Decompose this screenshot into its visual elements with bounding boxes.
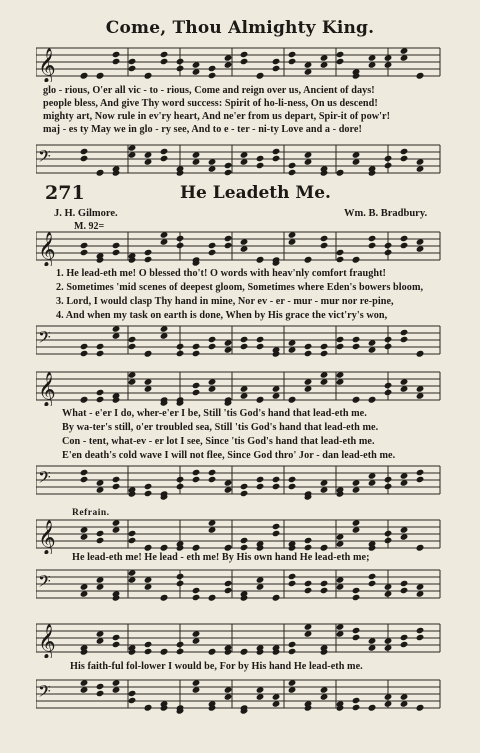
lyricist-credit: J. H. Gilmore. [54, 208, 118, 219]
hymn2-title: He Leadeth Me. [180, 183, 331, 203]
notehead [400, 634, 409, 641]
notehead [288, 641, 297, 648]
notehead [144, 704, 153, 711]
notehead [224, 580, 233, 587]
notehead [224, 169, 233, 176]
treble-clef-icon: 𝄞 [38, 624, 56, 658]
notehead [384, 483, 393, 490]
notehead [112, 249, 121, 256]
notehead [336, 58, 345, 65]
notehead [80, 148, 89, 155]
notehead [192, 544, 201, 551]
notehead [384, 242, 393, 249]
notehead [224, 162, 233, 169]
notehead [96, 537, 105, 544]
notehead [384, 382, 393, 389]
notehead [288, 573, 297, 580]
notehead [368, 580, 377, 587]
notehead [400, 235, 409, 242]
refrain-bass-staff-1 [36, 566, 442, 604]
notehead [416, 72, 425, 79]
notehead [400, 580, 409, 587]
verse-a-line-1: 1. He lead-eth me! O blessed tho't! O words with heav'nly comfort fraught! [56, 268, 386, 279]
notehead [352, 587, 361, 594]
notehead [128, 58, 137, 65]
hymn1-bass-staff [36, 141, 442, 179]
verse-b-line-4: E'en death's cold wave I will not flee, Since God thro' Jor - dan lead-eth me. [62, 450, 396, 461]
notehead [336, 256, 345, 263]
notehead [96, 72, 105, 79]
notehead [400, 329, 409, 336]
notehead [240, 483, 249, 490]
notehead [272, 523, 281, 530]
notehead [272, 155, 281, 162]
notehead [96, 683, 105, 690]
hymn2-bass-staff-1 [36, 322, 442, 360]
notehead [288, 396, 297, 403]
notehead [352, 704, 361, 711]
notehead [80, 350, 89, 357]
notehead [144, 544, 153, 551]
verse-b-line-1: What - e'er I do, wher-e'er I be, Still 'tis God's hand that lead-eth me. [62, 408, 367, 419]
verse-a-line-2: 2. Sometimes 'mid scenes of deepest gloom, Sometimes where Eden's bowers bloom, [56, 282, 424, 293]
notehead [96, 389, 105, 396]
notehead [416, 627, 425, 634]
notehead [128, 530, 137, 537]
notehead [160, 155, 169, 162]
notehead [320, 580, 329, 587]
notehead [128, 537, 137, 544]
notehead [192, 594, 201, 601]
notehead [96, 350, 105, 357]
notehead [144, 648, 153, 655]
hymn1-treble-staff [36, 44, 442, 82]
notehead [80, 343, 89, 350]
notehead [352, 627, 361, 634]
notehead [288, 169, 297, 176]
notehead [320, 242, 329, 249]
tempo-marking: M. 92= [74, 221, 105, 232]
notehead [192, 587, 201, 594]
notehead [288, 648, 297, 655]
notehead [256, 396, 265, 403]
notehead [256, 343, 265, 350]
notehead [240, 490, 249, 497]
notehead [320, 343, 329, 350]
notehead [208, 242, 217, 249]
notehead [352, 336, 361, 343]
notehead [80, 72, 89, 79]
notehead [208, 343, 217, 350]
treble-clef-icon: 𝄞 [38, 520, 56, 554]
verse-a-line-4: 4. And when my task on earth is done, When by His grace the vict'ry's won, [56, 310, 388, 321]
notehead [176, 580, 185, 587]
notehead [384, 343, 393, 350]
notehead [256, 72, 265, 79]
notehead [352, 343, 361, 350]
notehead [256, 483, 265, 490]
notehead [144, 249, 153, 256]
notehead [80, 155, 89, 162]
notehead [112, 51, 121, 58]
notehead [112, 476, 121, 483]
hymn1-lyric-line-1: glo - rious, O'er all vic - to - rious, Come and reign over us, Ancient of days! [43, 85, 375, 96]
hymn-number: 271 [45, 182, 85, 204]
notehead [384, 476, 393, 483]
hymn1-lyric-line-4: maj - es ty May we in glo - ry see, And to e - ter - ni-ty Love and a - dore! [43, 124, 362, 135]
refrain-treble-staff-2 [36, 620, 442, 658]
notehead [208, 594, 217, 601]
notehead [144, 483, 153, 490]
notehead [128, 65, 137, 72]
notehead [240, 58, 249, 65]
notehead [320, 350, 329, 357]
notehead [144, 350, 153, 357]
notehead [240, 336, 249, 343]
notehead [304, 580, 313, 587]
notehead [128, 690, 137, 697]
notehead [384, 530, 393, 537]
notehead [272, 530, 281, 537]
notehead [160, 148, 169, 155]
notehead [336, 169, 345, 176]
notehead [192, 343, 201, 350]
notehead [112, 483, 121, 490]
notehead [96, 396, 105, 403]
notehead [176, 483, 185, 490]
notehead [256, 256, 265, 263]
notehead [368, 704, 377, 711]
notehead [112, 641, 121, 648]
notehead [80, 396, 89, 403]
notehead [368, 242, 377, 249]
notehead [400, 148, 409, 155]
notehead [80, 476, 89, 483]
notehead [384, 162, 393, 169]
notehead [176, 641, 185, 648]
notehead [80, 469, 89, 476]
notehead [224, 544, 233, 551]
notehead [224, 242, 233, 249]
notehead [288, 483, 297, 490]
notehead [336, 336, 345, 343]
notehead [160, 648, 169, 655]
notehead [176, 648, 185, 655]
bass-clef-icon: 𝄢 [38, 681, 51, 705]
hymn2-treble-staff-1 [36, 228, 442, 266]
notehead [80, 249, 89, 256]
notehead [176, 350, 185, 357]
notehead [208, 249, 217, 256]
notehead [352, 634, 361, 641]
notehead [304, 343, 313, 350]
notehead [208, 65, 217, 72]
bass-clef-icon: 𝄢 [38, 146, 51, 170]
notehead [256, 155, 265, 162]
notehead [208, 336, 217, 343]
notehead [256, 476, 265, 483]
notehead [272, 476, 281, 483]
notehead [176, 343, 185, 350]
notehead [288, 476, 297, 483]
notehead [240, 544, 249, 551]
notehead [224, 587, 233, 594]
notehead [416, 469, 425, 476]
notehead [384, 537, 393, 544]
notehead [368, 573, 377, 580]
notehead [208, 648, 217, 655]
refrain-label: Refrain. [72, 508, 110, 518]
notehead [320, 235, 329, 242]
notehead [160, 544, 169, 551]
notehead [304, 544, 313, 551]
notehead [400, 641, 409, 648]
notehead [256, 336, 265, 343]
notehead [176, 58, 185, 65]
hymn2-treble-staff-2 [36, 368, 442, 406]
notehead [272, 58, 281, 65]
notehead [128, 343, 137, 350]
notehead [384, 389, 393, 396]
notehead [112, 58, 121, 65]
notehead [112, 634, 121, 641]
treble-clef-icon: 𝄞 [38, 232, 56, 266]
notehead [112, 242, 121, 249]
notehead [160, 51, 169, 58]
notehead [400, 587, 409, 594]
notehead [160, 594, 169, 601]
notehead [400, 155, 409, 162]
notehead [416, 476, 425, 483]
composer-credit: Wm. B. Bradbury. [344, 208, 428, 219]
notehead [144, 72, 153, 79]
notehead [416, 544, 425, 551]
notehead [144, 490, 153, 497]
hymn1-lyric-line-2: people bless, And give Thy word success: Spirit of ho-li-ness, On us descend! [43, 98, 378, 109]
notehead [416, 634, 425, 641]
refrain-line-1: He lead-eth me! He lead - eth me! By His own hand He lead-eth me; [72, 552, 370, 563]
notehead [192, 389, 201, 396]
notehead [336, 249, 345, 256]
refrain-bass-staff-2 [36, 676, 442, 714]
notehead [368, 235, 377, 242]
notehead [416, 704, 425, 711]
notehead [240, 51, 249, 58]
notehead [176, 573, 185, 580]
notehead [176, 65, 185, 72]
bass-clef-icon: 𝄢 [38, 467, 51, 491]
notehead [384, 336, 393, 343]
notehead [192, 350, 201, 357]
notehead [176, 476, 185, 483]
notehead [304, 587, 313, 594]
notehead [352, 594, 361, 601]
refrain-treble-staff-1 [36, 516, 442, 554]
notehead [288, 51, 297, 58]
verse-b-line-3: Con - tent, what-ev - er lot I see, Since 'tis God's hand that lead-eth me. [62, 436, 375, 447]
bass-clef-icon: 𝄢 [38, 327, 51, 351]
notehead [96, 690, 105, 697]
hymn2-bass-staff-2 [36, 462, 442, 500]
notehead [352, 697, 361, 704]
notehead [304, 537, 313, 544]
notehead [368, 396, 377, 403]
notehead [256, 162, 265, 169]
notehead [288, 580, 297, 587]
notehead [288, 162, 297, 169]
notehead [272, 65, 281, 72]
notehead [176, 242, 185, 249]
notehead [160, 58, 169, 65]
notehead [336, 343, 345, 350]
notehead [208, 476, 217, 483]
notehead [320, 544, 329, 551]
notehead [192, 382, 201, 389]
notehead [416, 350, 425, 357]
notehead [96, 343, 105, 350]
notehead [96, 530, 105, 537]
notehead [144, 641, 153, 648]
notehead [144, 256, 153, 263]
notehead [128, 697, 137, 704]
notehead [128, 336, 137, 343]
notehead [320, 587, 329, 594]
refrain-line-2: His faith-ful fol-lower I would be, For by His hand He lead-eth me. [70, 661, 363, 672]
notehead [272, 483, 281, 490]
notehead [240, 343, 249, 350]
notehead [384, 155, 393, 162]
notehead [192, 469, 201, 476]
notehead [272, 594, 281, 601]
notehead [400, 242, 409, 249]
notehead [80, 242, 89, 249]
notehead [208, 469, 217, 476]
notehead [400, 336, 409, 343]
notehead [352, 396, 361, 403]
notehead [224, 235, 233, 242]
notehead [240, 537, 249, 544]
bass-clef-icon: 𝄢 [38, 571, 51, 595]
notehead [304, 256, 313, 263]
treble-clef-icon: 𝄞 [38, 372, 56, 406]
notehead [96, 169, 105, 176]
notehead [176, 235, 185, 242]
notehead [192, 476, 201, 483]
verse-b-line-2: By wa-ter's still, o'er troubled sea, Still 'tis God's hand that lead-eth me. [62, 422, 379, 433]
treble-clef-icon: 𝄞 [38, 48, 56, 82]
hymn1-lyric-line-3: mighty art, Now rule in ev'ry heart, And ne'er from us depart, Spir-it of pow'r! [43, 111, 391, 122]
notehead [336, 51, 345, 58]
notehead [272, 148, 281, 155]
notehead [352, 256, 361, 263]
notehead [208, 72, 217, 79]
hymn1-title: Come, Thou Almighty King. [105, 18, 375, 38]
notehead [288, 58, 297, 65]
verse-a-line-3: 3. Lord, I would clasp Thy hand in mine, Nor ev - er - mur - mur nor re-pine, [56, 296, 394, 307]
notehead [240, 648, 249, 655]
notehead [304, 350, 313, 357]
notehead [384, 249, 393, 256]
